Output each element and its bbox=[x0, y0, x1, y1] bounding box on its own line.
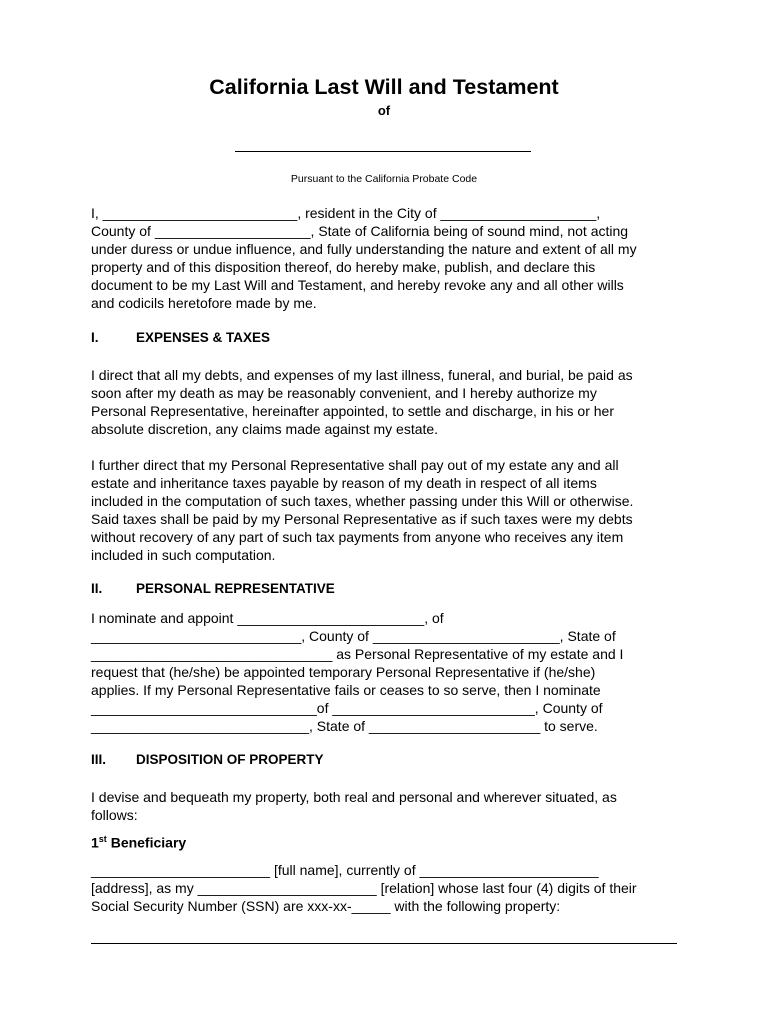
testator-name-line bbox=[235, 151, 531, 152]
title-of: of bbox=[377, 103, 391, 118]
intro-line: and codicils heretofore made by me. bbox=[91, 295, 317, 311]
section-heading-expenses bbox=[91, 330, 270, 345]
document-subtitle: Pursuant to the California Probate Code bbox=[290, 173, 478, 185]
representative-line: _______________________________ as Personal Representative of my estate and I bbox=[91, 646, 624, 662]
expenses-line: Personal Representative, hereinafter appointed, to settle and discharge, in his or her bbox=[91, 403, 614, 419]
beneficiary-line: [address], as my _______________________ [relation] whose last four (4) digits of their bbox=[91, 880, 637, 896]
taxes-line: included in the computation of such taxes, whether passing under this Will or otherwise. bbox=[91, 493, 634, 509]
beneficiary-line: Social Security Number (SSN) are xxx-xx-_____ with the following property: bbox=[91, 898, 561, 914]
disposition-line: follows: bbox=[91, 807, 138, 823]
beneficiary-label: Beneficiary bbox=[106, 834, 187, 851]
expenses-line: I direct that all my debts, and expenses of my last illness, funeral, and burial, be paid as bbox=[91, 367, 633, 383]
beneficiary-ordinal-suffix: st bbox=[98, 834, 107, 844]
document-title: California Last Will and Testament bbox=[209, 75, 559, 99]
expenses-line: absolute discretion, any claims made against my estate. bbox=[91, 421, 439, 437]
intro-line: County of ____________________, State of California being of sound mind, not acting bbox=[91, 223, 629, 239]
taxes-line: estate and inheritance taxes payable by reason of my death in respect of all items bbox=[91, 475, 597, 491]
representative-line: ____________________________, State of ______________________ to serve. bbox=[91, 718, 598, 734]
section-title: EXPENSES & TAXES bbox=[136, 330, 271, 345]
intro-line: under duress or undue influence, and fully understanding the nature and extent of all my bbox=[91, 241, 637, 257]
beneficiary-line: _______________________ [full name], currently of _______________________ bbox=[91, 862, 599, 878]
representative-line: request that (he/she) be appointed temporary Personal Representative if (he/she) bbox=[91, 664, 596, 680]
expenses-line: soon after my death as may be reasonably convenient, and I hereby authorize my bbox=[91, 385, 597, 401]
intro-line: document to be my Last Will and Testament, and hereby revoke any and all other wills bbox=[91, 277, 624, 293]
section-number: I. bbox=[91, 330, 99, 345]
taxes-line: included in such computation. bbox=[91, 547, 276, 563]
intro-line: I, _________________________, resident in the City of ____________________, bbox=[91, 205, 601, 221]
taxes-line: I further direct that my Personal Representative shall pay out of my estate any and all bbox=[91, 457, 619, 473]
section-number: III. bbox=[91, 752, 107, 767]
section-title: DISPOSITION OF PROPERTY bbox=[136, 752, 324, 767]
taxes-line: without recovery of any part of such tax payments from anyone who receives any item bbox=[91, 529, 624, 545]
section-heading-representative bbox=[91, 581, 335, 596]
representative-line: ___________________________, County of ________________________, State of bbox=[91, 628, 616, 644]
property-blank-line bbox=[91, 943, 677, 944]
representative-line: I nominate and appoint ________________________, of bbox=[91, 610, 444, 626]
representative-line: _____________________________of __________________________, County of bbox=[91, 700, 603, 716]
beneficiary-ordinal: 1 bbox=[91, 834, 99, 851]
representative-line: applies. If my Personal Representative fails or ceases to so serve, then I nominate bbox=[91, 682, 601, 698]
taxes-line: Said taxes shall be paid by my Personal Representative as if such taxes were my debts bbox=[91, 511, 633, 527]
intro-line: property and of this disposition thereof, do hereby make, publish, and declare this bbox=[91, 259, 596, 275]
beneficiary-heading bbox=[91, 834, 186, 851]
section-title: PERSONAL REPRESENTATIVE bbox=[136, 581, 335, 596]
disposition-line: I devise and bequeath my property, both real and personal and wherever situated, as bbox=[91, 789, 617, 805]
section-number: II. bbox=[91, 581, 103, 596]
section-heading-disposition bbox=[91, 752, 324, 767]
